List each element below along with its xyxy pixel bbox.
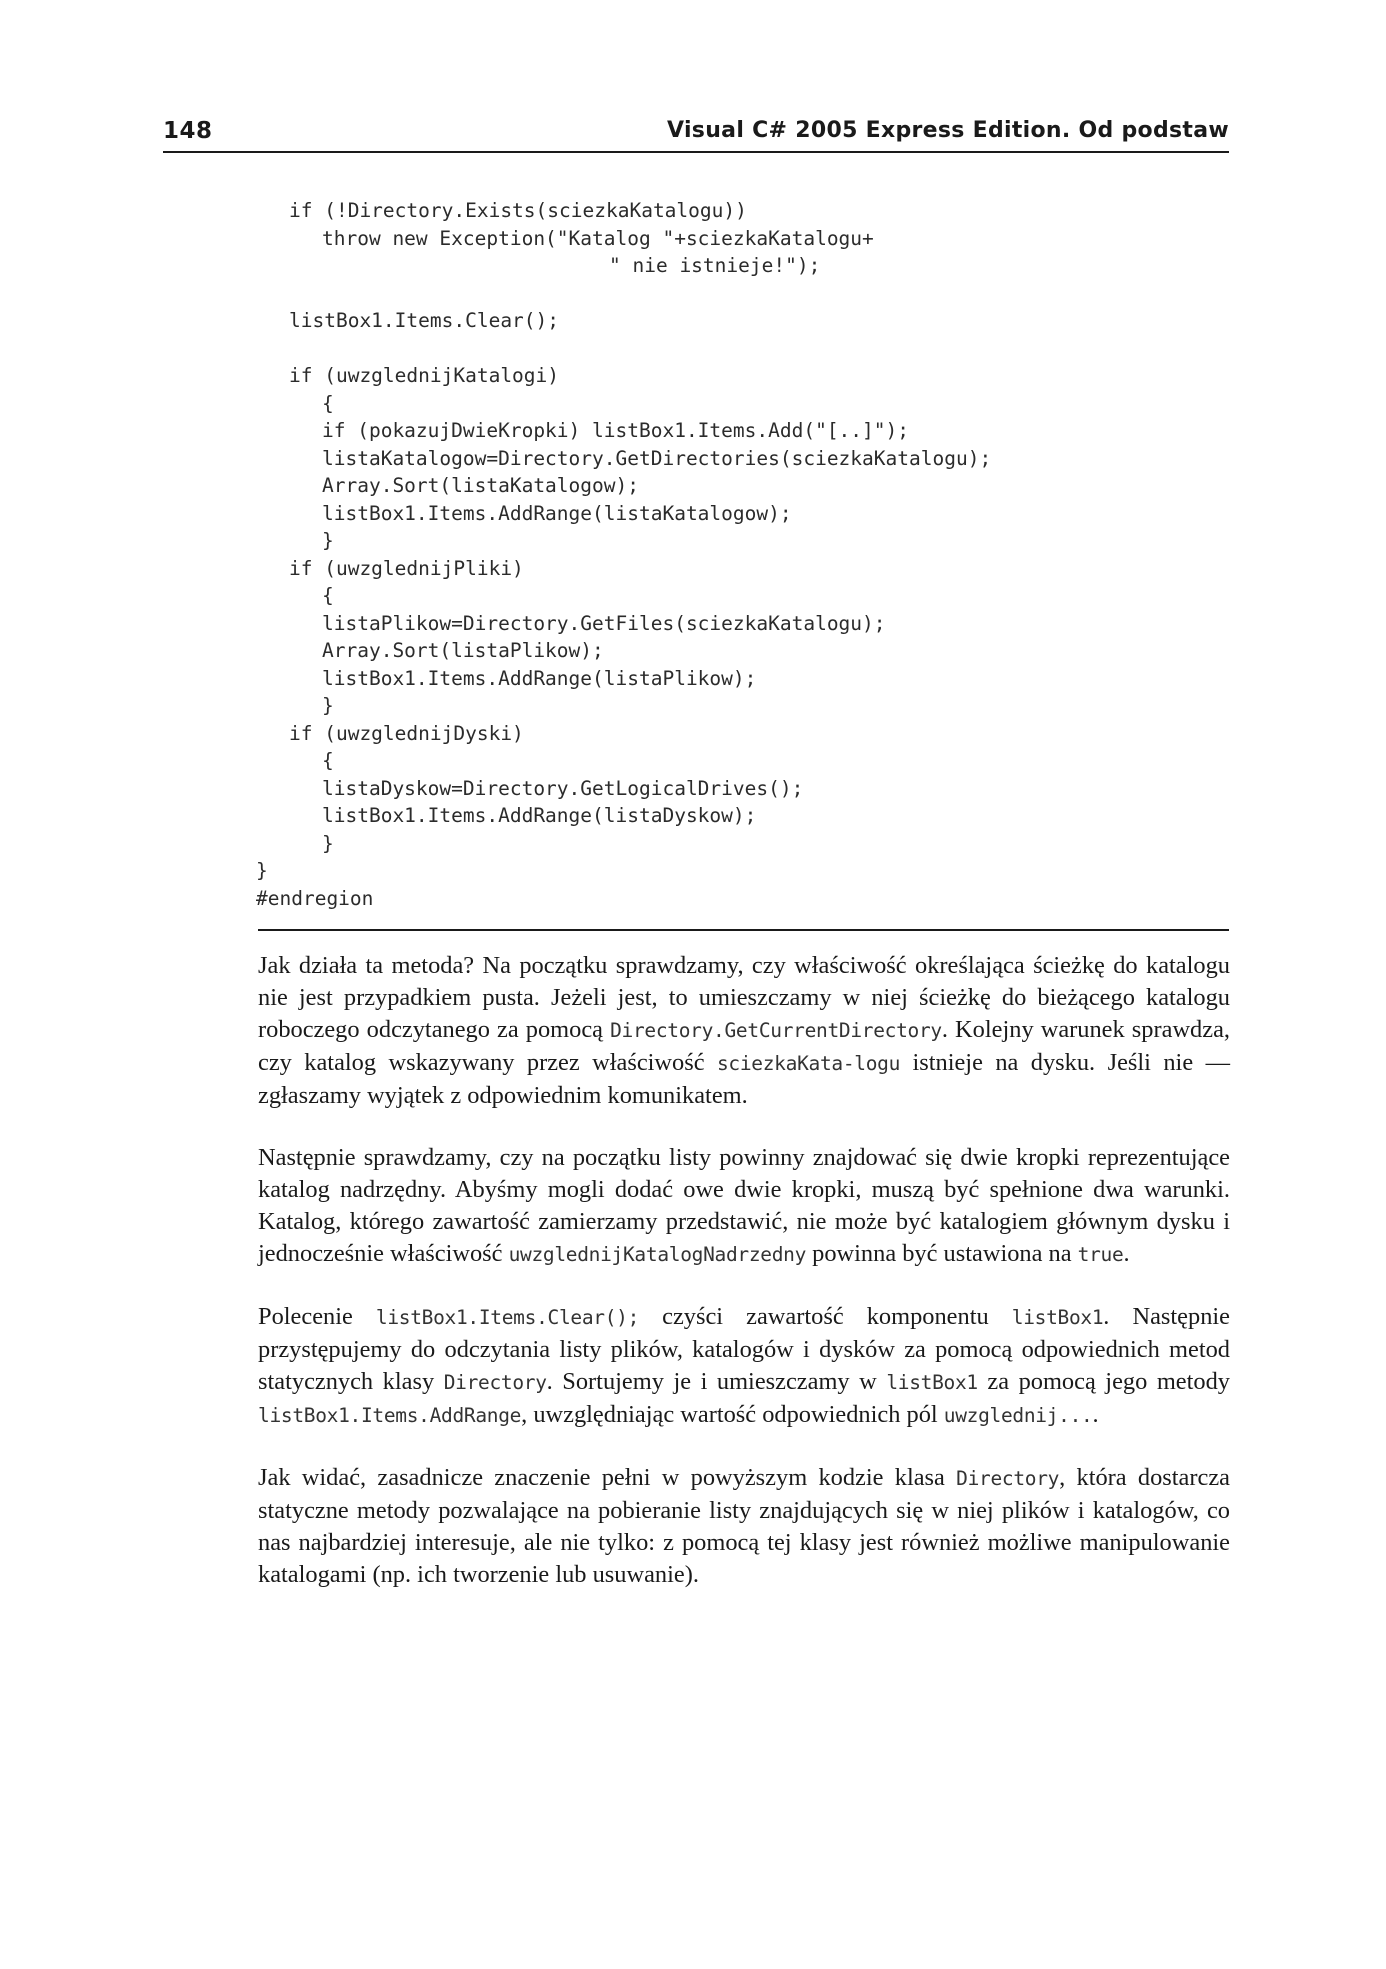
code-line: listaDyskow=Directory.GetLogicalDrives(); xyxy=(322,776,804,800)
code-line: if (pokazujDwieKropki) listBox1.Items.Add("[..]"); xyxy=(322,419,909,442)
code-line: listBox1.Items.AddRange(listaPlikow); xyxy=(322,666,757,690)
text-run: Jak działa ta metoda? Na początku sprawdzamy, czy właściwość określająca ścieżkę do katalogu nie jest przypadkiem pusta. Jeżeli jest, to umieszczamy w niej ścieżkę do bieżącego katalogu roboczego odczytanego za pomocą xyxy=(258,952,1230,1043)
text-run: Następnie sprawdzamy, czy na początku listy powinny znajdować się dwie kropki reprezentujące katalog nadrzędny. Abyśmy mogli dodać owe dwie kropki, muszą być spełnione dwa warunki. Katalog, którego zawartość zamierzamy przedstawić, nie może być katalogiem głównym dysku i jednocześnie właściwość xyxy=(258,1144,1230,1267)
inline-code: Directory xyxy=(956,1467,1060,1490)
code-line: #endregion xyxy=(256,886,374,910)
inline-code: uwzglednij... xyxy=(943,1404,1093,1427)
paragraph xyxy=(258,950,1230,1112)
inline-code: listBox1.Items.Clear(); xyxy=(375,1306,640,1329)
code-line: if (uwzglednijPliki) xyxy=(289,556,524,580)
text-run: Polecenie xyxy=(258,1303,376,1330)
header-rule xyxy=(163,151,1229,153)
code-line: { xyxy=(322,749,334,772)
code-line: { xyxy=(322,391,334,415)
code-line: Array.Sort(listaKatalogow); xyxy=(322,474,639,497)
text-run: powinna być ustawiona na xyxy=(806,1240,1078,1267)
code-line: listBox1.Items.AddRange(listaDyskow); xyxy=(322,804,757,827)
code-end-rule xyxy=(258,929,1229,931)
code-line: listaPlikow=Directory.GetFiles(sciezkaKatalogu); xyxy=(322,611,886,635)
code-line: } xyxy=(322,694,334,717)
code-line: { xyxy=(322,584,334,607)
code-line: " nie istnieje!"); xyxy=(609,254,821,277)
code-line: Array.Sort(listaPlikow); xyxy=(322,639,604,662)
code-line: listBox1.Items.Clear(); xyxy=(289,309,560,332)
code-line: if (uwzglednijKatalogi) xyxy=(289,364,560,387)
inline-code: true xyxy=(1077,1243,1124,1266)
page-header xyxy=(163,118,1229,152)
paragraph xyxy=(258,1142,1230,1271)
paragraph xyxy=(258,1301,1230,1432)
text-run: . Kolejny warunek sprawdza, czy katalog wskazywany przez właściwość xyxy=(258,1016,1230,1076)
code-line: } xyxy=(322,529,334,552)
code-line: listBox1.Items.AddRange(listaKatalogow); xyxy=(322,501,792,525)
text-run: . Następnie przystępujemy do odczytania listy plików, katalogów i dysków za pomocą odpowiednich metod statycznych klasy xyxy=(258,1303,1230,1395)
inline-code: listBox1.Items.AddRange xyxy=(258,1404,522,1427)
text-run: czyści zawartość komponentu xyxy=(639,1303,1012,1330)
text-run: , która dostarcza statyczne metody pozwalające na pobieranie listy znajdujących się w niej plików i katalogów, co nas najbardziej interesuje, ale nie tylko: z pomocą tej klasy jest również możliwe manipulowanie katalogami (np. ich tworzenie lub usuwanie). xyxy=(258,1464,1230,1588)
text-run: , uwzględniając wartość odpowiednich pól xyxy=(521,1401,944,1428)
code-line: listaKatalogow=Directory.GetDirectories(sciezkaKatalogu); xyxy=(322,446,992,470)
code-line: if (!Directory.Exists(sciezkaKatalogu)) xyxy=(289,199,747,222)
inline-code: sciezkaKata-logu xyxy=(716,1052,901,1075)
inline-code: uwzglednijKatalogNadrzedny xyxy=(508,1243,807,1266)
text-run: . xyxy=(1123,1240,1130,1267)
body-text xyxy=(258,950,1230,1621)
text-run: za pomocą jego metody xyxy=(977,1368,1230,1395)
text-run: . Sortujemy je i umieszczamy w xyxy=(546,1368,887,1395)
inline-code: Directory.GetCurrentDirectory xyxy=(610,1019,942,1042)
text-run: Jak widać, zasadnicze znaczenie pełni w powyższym kodzie klasa xyxy=(258,1464,957,1491)
page-number: 148 xyxy=(163,118,213,144)
code-line: } xyxy=(256,859,268,882)
code-line: } xyxy=(322,831,334,855)
code-line: throw new Exception("Katalog "+sciezkaKatalogu+ xyxy=(322,226,874,250)
inline-code: listBox1 xyxy=(886,1371,978,1394)
text-run: istnieje na dysku. Jeśli nie — zgłaszamy wyjątek z odpowiednim komunikatem. xyxy=(258,1049,1230,1109)
inline-code: listBox1 xyxy=(1011,1306,1104,1329)
running-title: Visual C# 2005 Express Edition. Od podstaw xyxy=(667,118,1229,143)
inline-code: Directory xyxy=(443,1371,547,1394)
paragraph xyxy=(258,1462,1230,1591)
code-line: if (uwzglednijDyski) xyxy=(289,721,524,745)
text-run: . xyxy=(1092,1401,1099,1428)
